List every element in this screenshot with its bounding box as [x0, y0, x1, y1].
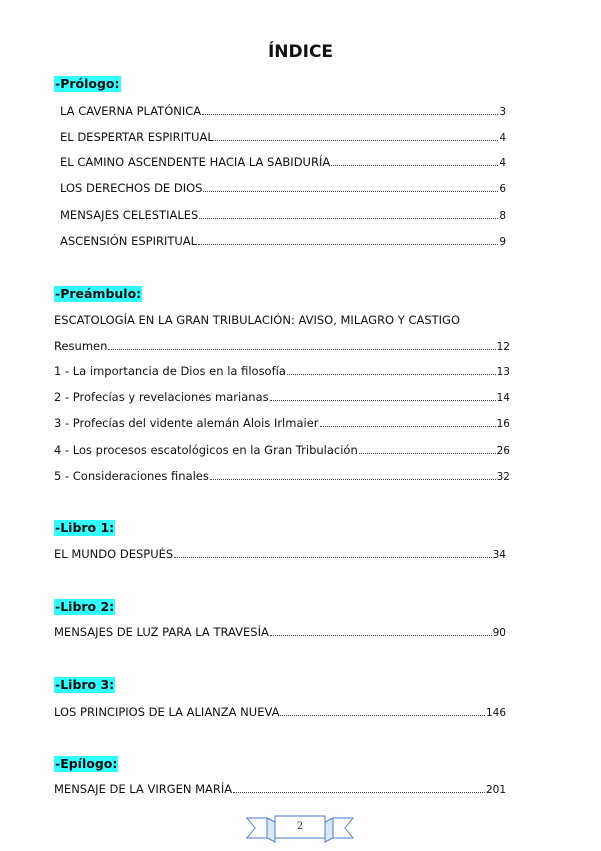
toc-entry-page: 8 — [499, 210, 506, 222]
dot-leader — [359, 453, 496, 454]
dot-leader — [174, 557, 491, 558]
section-heading-preambulo: -Preámbulo: — [55, 286, 142, 301]
toc-entry-page: 12 — [496, 341, 510, 353]
section-heading-libro3: -Libro 3: — [55, 677, 115, 692]
dot-leader — [270, 635, 492, 636]
toc-entry-page: 9 — [499, 236, 506, 248]
toc-entry[interactable] — [54, 443, 510, 458]
toc-entry[interactable] — [54, 339, 510, 354]
toc-entry-title: LA CAVERNA PLATÓNICA — [60, 104, 202, 118]
dot-leader — [320, 426, 496, 427]
toc-entry-page: 4 — [499, 157, 506, 169]
toc-entry-page: 34 — [492, 549, 506, 561]
section-heading-libro1: -Libro 1: — [55, 520, 115, 535]
toc-entry[interactable] — [60, 234, 506, 249]
toc-entry-title: LOS PRINCIPIOS DE LA ALIANZA NUEVA — [54, 705, 280, 719]
toc-entry-title: 2 - Profecías y revelaciones marianas — [54, 390, 269, 404]
dot-leader — [287, 374, 496, 375]
toc-entry-page: 201 — [485, 784, 506, 796]
toc-entry-page: 4 — [499, 132, 506, 144]
dot-leader — [202, 114, 498, 115]
dot-leader — [203, 191, 498, 192]
toc-entry-title: EL DESPERTAR ESPIRITUAL — [60, 130, 214, 144]
page-number-ribbon — [245, 815, 355, 845]
toc-entry[interactable] — [54, 390, 510, 405]
toc-entry[interactable] — [54, 547, 506, 562]
toc-entry-title: EL CAMINO ASCENDENTE HACIA LA SABIDURÍA — [60, 155, 331, 169]
toc-entry[interactable] — [54, 469, 510, 484]
dot-leader — [233, 792, 485, 793]
toc-entry-page: 14 — [496, 392, 510, 404]
toc-entry-page: 6 — [499, 183, 506, 195]
toc-entry-title: MENSAJES CELESTIALES — [60, 208, 199, 222]
toc-entry-page: 146 — [485, 707, 506, 719]
toc-entry[interactable] — [54, 625, 506, 640]
dot-leader — [280, 715, 484, 716]
toc-entry[interactable] — [60, 104, 506, 119]
toc-entry[interactable] — [60, 155, 506, 170]
dot-leader — [215, 140, 499, 141]
dot-leader — [199, 218, 498, 219]
section-heading-prologo: -Prólogo: — [55, 76, 120, 91]
toc-entry-title: EL MUNDO DESPUÉS — [54, 547, 174, 561]
toc-entry-title: 1 - La importancia de Dios en la filosofía — [54, 364, 286, 378]
section-heading-libro2: -Libro 2: — [55, 599, 115, 614]
dot-leader — [108, 349, 495, 350]
toc-entry-title: 3 - Profecías del vidente alemán Alois Irlmaier — [54, 416, 319, 430]
toc-entry[interactable] — [60, 181, 506, 196]
toc-entry-page: 13 — [496, 366, 510, 378]
toc-entry[interactable] — [54, 416, 510, 431]
toc-entry[interactable] — [60, 208, 506, 223]
toc-entry-title: Resumen — [54, 339, 108, 353]
toc-entry-page: 90 — [492, 627, 506, 639]
toc-entry-title: 5 - Consideraciones finales — [54, 469, 209, 483]
dot-leader — [210, 479, 496, 480]
toc-entry-title: ASCENSIÓN ESPIRITUAL — [60, 234, 198, 248]
toc-entry-page: 26 — [496, 445, 510, 457]
dot-leader — [331, 165, 498, 166]
dot-leader — [270, 400, 496, 401]
page-number: 2 — [296, 821, 304, 832]
toc-entry-title: MENSAJES DE LUZ PARA LA TRAVESÍA — [54, 625, 269, 639]
toc-entry[interactable] — [54, 364, 510, 379]
dot-leader — [198, 244, 498, 245]
toc-entry[interactable] — [54, 782, 506, 797]
section-heading-epilogo: -Epílogo: — [55, 756, 118, 771]
toc-entry-page: 32 — [496, 471, 510, 483]
toc-entry-page: 3 — [499, 106, 506, 118]
toc-entry[interactable] — [60, 130, 506, 145]
page-title: ÍNDICE — [267, 42, 334, 62]
toc-entry-title: MENSAJE DE LA VIRGEN MARÍA — [54, 782, 233, 796]
toc-entry-page: 16 — [496, 418, 510, 430]
toc-entry-title: LOS DERECHOS DE DIOS — [60, 181, 203, 195]
toc-entry-title: 4 - Los procesos escatológicos en la Gran Tribulación — [54, 443, 358, 457]
preambulo-subtitle: ESCATOLOGÍA EN LA GRAN TRIBULACIÓN: AVISO, MILAGRO Y CASTIGO — [54, 313, 461, 327]
toc-entry[interactable] — [54, 705, 506, 720]
